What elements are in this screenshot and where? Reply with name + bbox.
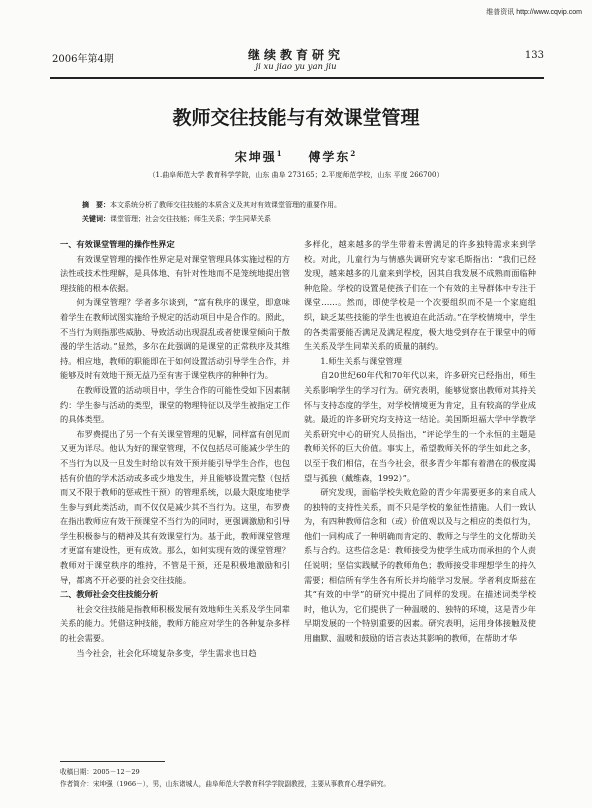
abstract-block [82, 198, 522, 226]
body-paragraph: 自20世纪60年代和70年代以来，许多研究已经指出，师生关系影响学生的学习行为。研究表明，能够觉察出教师对其持关怀与支持态度的学生，对学校情境更为肯定，且有较高的学业成就。最近的许多研究均支持这一结论。美国斯坦福大学中学教学关系研究中心的研究人员指出，“评论学生的一个永恒的主题是教师关怀的巨大价值。事实上，希望教师关怀的学生如此之多，以至于我们相信，在当今社会，很多青少年都有着潜在的极度渴望与孤独（戴维森，1992）”。 [304, 370, 536, 483]
body-paragraph: 有效课堂管理的操作性界定是对课堂管理具体实施过程的方法性或技术性理解，是具体地、有针对性地而不是笼统地提出管理技能的根本依据。 [60, 253, 290, 293]
footnote-received: 收稿日期：2005－12－29 [60, 768, 140, 776]
abstract-text: 本文系统分析了教师交往技能的本质含义及其对有效课堂管理的重要作用。 [110, 201, 341, 209]
author-sup: 2 [350, 149, 358, 158]
body-paragraph: 当今社会，社会化环境复杂多变，学生需求也日趋 [76, 647, 257, 658]
watermark: 维普资讯 http://www.cqvip.com [486, 9, 582, 16]
header-rule [50, 77, 544, 79]
footnote-author: 作者简介：宋坤强（1966－），男，山东诸城人，曲阜师范大学教育科学学院副教授，主要从事教育心理学研究。 [60, 780, 390, 788]
author-name: 宋坤强 [234, 150, 277, 164]
body-paragraph: 多样化，越来越多的学生带着未曾满足的许多独特需求来到学校。对此，儿童行为与情感失调研究专家毛斯指出：“我们已经发现，越来越多的儿童来到学校，因其自我发展不成熟而面临种种危险。学校的设置是使孩子们在一个有效的主导群体中专注于课堂……。然而，即使学校是一个次要组织而不是一个家庭组织，缺乏某些技能的学生也被迫在此活动。”在学校情境中，学生的各类需要能否满足及满足程度，极大地受到存在于课堂中的师生关系及学生同辈关系的质量的制约。 [304, 239, 536, 352]
body-paragraph: 在教师设置的活动项目中，学生合作的可能性受如下因素制约：学生参与活动的类型，课堂的物理特征以及学生被指定工作的具体类型。 [60, 384, 290, 425]
author-name: 傅学东 [308, 150, 351, 164]
section-heading: 一、有效课堂管理的操作性界定 [60, 239, 175, 249]
body-paragraph: 研究发现，面临学校失败危险的青少年需要更多的来自成人的独特的支持性关系，而不只是学校的象征性措施。人们一致认为，有四种教师信念和（或）价值观以及与之相应的类似行为，他们一同构成了一种明确而肯定的、教师之与学生的文化帮助关系与合约。这些信念是：教师接受为使学生成功而承担的个人责任说明；坚信实践赋予的教师角色；教师接受非理想学生的持久需要；相信所有学生各有所长并均能学习发展。学者利皮斯兹在其“有效的中学”的研究中提出了同样的发现。在描述词类学校时，他认为，它们提供了一种温暖的、独特的环境，这是青少年早期发展的一个特别重要的因素。研究表明，运用身体接触及使用幽默、温暖和鼓励的语言表达其影响的教师，在帮助才华 [304, 487, 536, 644]
body-paragraph: 社会交往技能是指教师积极发展有效地师生关系及学生同辈关系的能力。凭借这种技能，教师方能应对学生的各种复杂多样的社会需要。 [60, 603, 290, 644]
keywords-label: 关键词： [82, 214, 110, 223]
affiliation: （1.曲阜师范大学 教育科学学院，山东 曲阜 273165；2.平度师范学校，山东 平度 266700） [148, 171, 444, 179]
keywords [82, 212, 522, 226]
journal-pinyin: ji xu jiao yu yan jiu [255, 62, 337, 72]
author-sup: 1 [276, 149, 284, 158]
journal-title: 继续教育研究 [247, 48, 344, 62]
keywords-text: 课堂管理；社会交往技能；师生关系；学生同辈关系 [110, 215, 271, 223]
section-heading: 二、教师社会交往技能分析 [60, 589, 159, 600]
authors [0, 148, 592, 165]
subsection-heading: 1.师生关系与课堂管理 [320, 355, 402, 366]
left-column [60, 237, 290, 660]
body-paragraph: 布罗费提出了另一个有关课堂管理的见解，同样富有创见而又更为详尽。他认为好的课堂管理，不仅包括尽可能减少学生的不当行为以及一旦发生时给以有效干预并能引导学生合作，也包括有价值的学术活动或多或少地发生，并且能够设置完整（包括而又不限于教师的惩戒性干预）的管理系统，以最大限度地使学生参与到此类活动，而不仅仅是减少其不当行为。这里，布罗费在指出教师应有效干预课堂不当行为的同时，更强调激励和引导学生积极参与的精神及其有效课堂行为。基于此，教师课堂管理才更富有建设性，更有成效。那么，如何实现有效的课堂管理？教师对于课堂秩序的维持，不管是干预，还是积极地激励和引导，都离不开必要的社会交往技能。 [60, 428, 290, 585]
article-title: 教师交往技能与有效课堂管理 [172, 107, 420, 129]
page-number: 133 [524, 50, 544, 61]
abstract [82, 198, 522, 212]
issue-label: 2006年第4期 [52, 54, 114, 65]
footnote-rule [60, 761, 165, 762]
right-column [304, 237, 536, 646]
abstract-label: 摘 要： [82, 200, 110, 209]
body-paragraph: 何为课堂管理？学者多尔谈到，“富有秩序的课堂，即意味着学生在教师试图实施给予规定的活动项目中是合作的。照此，不当行为则指那些威胁、导致活动出现混乱或者使课堂倾向于散漫的学生活动。”显然，多尔在此强调的是课堂的正常秩序及其维持。相应地，教师的职能即在于如何设置活动引导学生合作，并能够及时有效地干预无益乃至有害于课堂秩序的种种行为。 [60, 297, 290, 381]
